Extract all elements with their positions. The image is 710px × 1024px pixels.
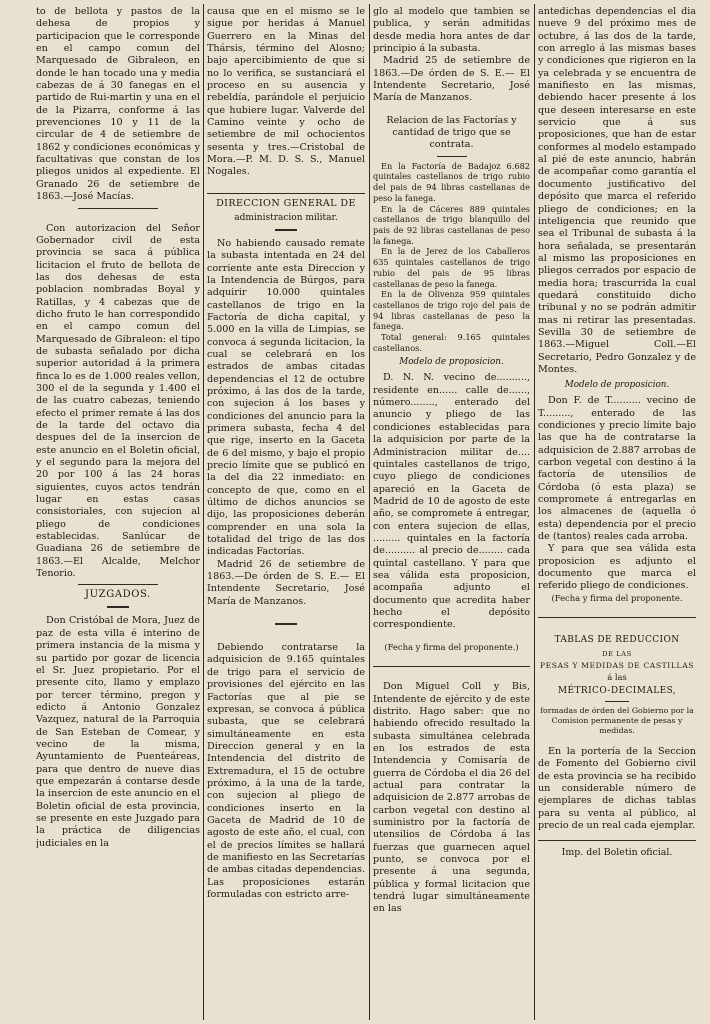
tablas-formadas: formadas de órden del Gobierno por la Comision permanente de pesas y medidas. (540, 705, 694, 735)
column-rule (203, 4, 204, 1020)
trigo-adquisicion-continued: glo al modelo que tambien se publica, y serán admitidas desde media hora antes de dar principio á la subasta. (373, 6, 530, 55)
relacion-total: Total general: 9.165 quintales castellanos. (373, 332, 530, 353)
modelo-carbon-text: Don F. de T.......... vecino de T........., enterado de las condiciones y precio límite bajo las que ha de contratarse la adquisicion de 2.887 arrobas de carbon vegetal con destino á la factoría de utensilios de Córdoba (ó esta plaza) se compromete á entregarlas en los almacenes de (aquella ó esta) dependencia por el precio de (tantos) reales cada arroba. (538, 395, 696, 543)
separator (538, 840, 696, 841)
separator (78, 208, 158, 209)
juzgado-edict-continued: causa que en el mismo se le sigue por heridas á Manuel Guerrero en la Minas del Thársis, término del Alosno; bajo apercibimiento de que si no lo verifica, se sustanciará el proceso en su ausencia y rebeldía, parándole el perjuicio que hubiere lugar. Valverde del Camino veinte y ocho de setiembre de mil ochocientos sesenta y tres.—Cristobal de Mora.—P. M. D. S. S., Manuel Nogales. (207, 6, 365, 178)
column-4 (538, 6, 696, 1020)
modelo-heading: Modelo de proposicion. (399, 357, 504, 368)
relacion-item: En la Factoría de Badajoz 6.682 quintales castellanos de trigo rubio del pais de 94 libras castellanas de peso la fanega. (373, 160, 530, 203)
carbon-subasta-continued: antedichas dependencias el dia nueve 9 del próximo mes de octubre, á las dos de la tarde, con arreglo á las mismas bases y condiciones que rigieron en la ya celebrada y se encuentra de manifiesto en las mismas, debiendo hacer presente á los que deseen interesarse en este servicio que á sus proposiciones, que han de estar conformes al modelo estampado al pié de este anuncio, habrán de acompañar como garantía el documento justificativo del depósito que marca el referido pliego de condiciones; en la inteligencia que reunido que sea el Tribunal de subasta á la hora señalada, se presentarán al mismo las proposiciones en pliegos cerrados por espacio de media hora; trascurrida la cual quedará constituido dicho tribunal y no se podrán admitir mas ni retirar las presentadas. Sevilla 30 de setiembre de 1863.—Miguel Coll.—El Secretario, Pedro Gonzalez y de Montes. (538, 6, 696, 375)
juzgado-edict: Don Cristóbal de Mora, Juez de paz de esta villa é interino de primera instancia de la misma y su partido por gozar de licencia el Sr. Juez propietario. Por el presente cito, llamo y emplazo por tercer término, pregon y edicto á Antonio Gonzalez Vazquez, natural de la Parroquia de San Esteban de Comear, y vecino de la misma, Ayuntamiento de Puenteáreas, para que dentro de nueve dias que empezarán á contarse desde la insercion de este anuncio en el Boletin oficial de esta provincia, se presente en este Juzgado para la práctica de diligencias judiciales en la (36, 615, 200, 849)
tablas-pesas: PESAS Y MEDIDAS DE CASTILLAS (539, 661, 695, 671)
column-rule (369, 4, 370, 1020)
relacion-item: En la de Olivenza 959 quintales castellanos de trigo rojo del pais de 94 libras castellanas de peso la fanega. (373, 289, 530, 332)
trigo-adquisicion-signature: Madrid 25 de setiembre de 1863.—De órden de S. E.— El Intendente Secretario, José María de Manzanos. (373, 55, 530, 104)
separator (207, 193, 365, 194)
tablas-venta-notice: En la portería de la Seccion de Fomento del Gobierno civil de esta provincia se ha recibido un considerable número de ejemplares de dichas tablas para su venta al público, al precio de un real cada ejemplar. (538, 745, 696, 831)
separator (78, 584, 158, 585)
separator (275, 229, 297, 233)
relacion-item: En la de Jerez de los Caballeros 635 quintales castellanos de trigo rubio del pais de 95 libras castellanas de peso la fanega. (373, 246, 530, 289)
juzgados-heading: JUZGADOS. (85, 589, 151, 601)
separator (538, 617, 696, 618)
trigo-adquisicion-notice: Debiendo contratarse la adquisicion de 9.165 quintales de trigo para el servicio de provisiones del ejército en las Factorías que al pie se expresan, se convoca á pública subasta, que se celebrará simultáneamente en esta Direccion general y en la Intendencia del distrito de Extremadura, el 15 de octubre próximo, á la una de la tarde, con sujecion al pliego de condiciones inserto en la Gaceta de Madrid de 10 de agosto de este año, el cual, con el de precios límites se hallará de manifiesto en las Secretarías de ambas citadas dependencias. Las proposiciones estarán formuladas con estricto arre- (207, 642, 365, 900)
modelo-proposicion-text: D. N. N. vecino de.........., residente en...... calle de......, número........, enterado del anuncio y pliego de las condiciones establecidas para la adquisicion por parte de la Administracion militar de.... quintales castellanos de trigo, cuyo pliego de condiciones apareció en la Gaceta de Madrid de 10 de agosto de este año, se compromete á entregar, con entera sujecion de ellas, ......... quintales en la factoría de.......... al precio de........ cada quintal castellano. Y para que sea válida esta proposicion, acompaña adjunto el documento que acredita haber hecho el depósito correspondiente. (373, 372, 530, 631)
relacion-factorias-heading: Relacion de las Factorías y cantidad de trigo que se contrata. (386, 114, 517, 151)
column-3 (373, 6, 530, 1020)
tablas-a: á las (607, 672, 627, 683)
modelo-heading: Modelo de proposicion. (564, 380, 670, 391)
separator (437, 156, 467, 157)
bellota-notice-sanlucar: Con autorizacion del Señor Gobernador civil de esta provincia se saca á pública licitacion el fruto de bellota de las dos dehesas de esta poblacion nombradas Boyal y Ratillas, y 4 cabezas que de dicho fruto le han correspondido en el campo comun del Marquesado de Gibraleon: el tipo de subasta señalado por dicha superior autoridad á la primera finca lo es de 1.000 reales vellon, 300 el de la segunda y 1.400 el de las cuatro cabezas, teniendo efecto el primer remate á las dos de la tarde del octavo dia despues del de la insercion de este anuncio en el Boletin oficial, y el segundo para la mejora del 20 por 100 á las 24 horas siguientes, cuyos actos tendrán lugar en estas casas consistoriales, con sujecion al pliego de condiciones establecidas. Sanlúcar de Guadiana 26 de setiembre de 1863.—El Alcalde, Melchor Tenorio. (36, 222, 200, 580)
direccion-heading: DIRECCION GENERAL DE (216, 197, 356, 209)
separator (373, 666, 530, 667)
carbon-subasta-notice: Don Miguel Coll y Bis, Intendente de ejército y de este distrito. Hago saber: que no habiendo ofrecido resultado la subasta simultánea celebrada en los estrados de esta Intendencia y Comisaría de guerra de Córdoba el dia 26 del actual para contratar la adquisicion de 2.877 arrobas de carbon vegetal con destino al suministro por la factoría de utensilios de Córdoba á las fuerzas que guarnecen aquel punto, se convoca por el presente á una segunda, pública y formal licitacion que tendrá lugar simultáneamente en las (373, 681, 530, 915)
separator (275, 623, 297, 627)
tablas-de: DE LAS (602, 650, 632, 659)
imprenta-footer: Imp. del Boletin oficial. (561, 847, 673, 859)
separator (605, 701, 629, 702)
column-2 (207, 6, 365, 1020)
trigo-subasta-signature: Madrid 26 de setiembre de 1863.—De órden de S. E.— El Intendente Secretario, José María de Manzanos. (207, 558, 365, 607)
bellota-notice-granado: to de bellota y pastos de la dehesa de propios y participacion que le corresponde en el campo comun del Marquesado de Gibraleon, en donde le han tocado una y media cabezas de á 30 fanegas en el partido de Rui-martin y una en el de la Pizarra, conforme á las prevenciones 10 y 11 de la circular de 4 de setiembre de 1862 y condiciones económicas y facultativas que constan de los pliegos unidos al expediente. El Granado 26 de setiembre de 1863.—José Macías. (36, 6, 200, 203)
relacion-item: En la de Cáceres 889 quintales castellanos de trigo blanquillo del pais de 92 libras castellanas de peso la fanega. (373, 203, 530, 246)
separator (107, 606, 129, 610)
tablas-heading: TABLAS DE REDUCCION (554, 635, 680, 646)
trigo-subasta-notice: No habiendo causado remate la subasta intentada en 24 del corriente ante esta Direccion y la Intendencia de Búrgos, para adquirir 10.000 quintales castellanos de trigo en la Factoría de dicha capital, y 5.000 en la villa de Limpias, se convoca á segunda licitacion, la cual se celebrará en los estrados de ambas citadas dependencias el 12 de octubre próximo, á las dos de la tarde, con sujecion á los bases y condiciones del anuncio para la primera subasta, fecha 4 del que rige, inserto en la Gaceta de 6 del mismo, y bajo el propio precio límite que se publicó en la del dia 22 inmediato: en concepto de que, como en el último de dichos anuncios se dijo, las proposiciones deberán comprender en una sola la totalidad del trigo de las dos indicadas Factorías. (207, 237, 365, 558)
direccion-subheading: administracion militar. (234, 212, 338, 223)
modelo-carbon-text-2: Y para que sea válida esta proposicion es adjunto el documento que marca el referido pliego de condiciones. (538, 543, 696, 592)
fecha-firma: (Fecha y firma del proponente. (551, 592, 683, 603)
fecha-firma: (Fecha y firma del proponente.) (384, 641, 519, 652)
column-rule (534, 4, 535, 1020)
column-1 (36, 6, 200, 1020)
tablas-metrico: MÉTRICO-DECIMALES, (557, 685, 677, 696)
